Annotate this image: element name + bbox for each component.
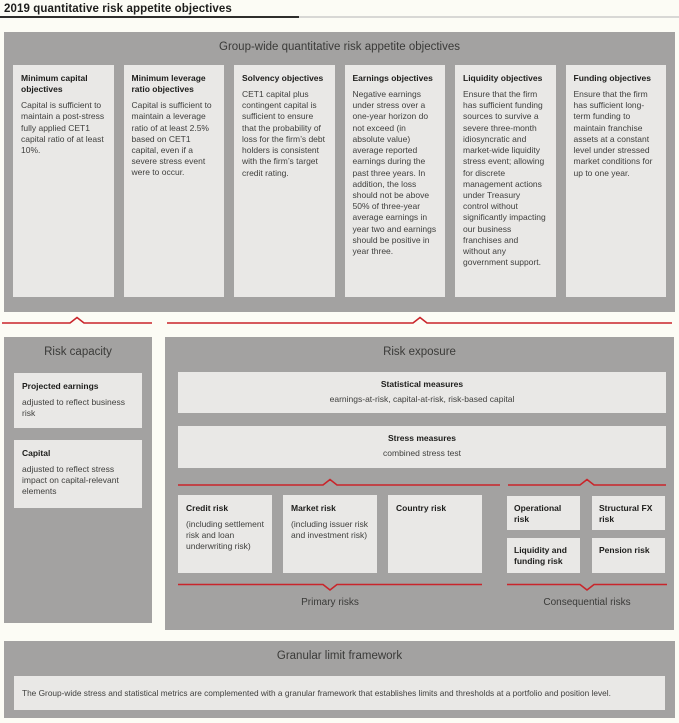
risk-capacity-panel xyxy=(4,337,152,623)
objective-card-body: Ensure that the firm has sufficient funding sources to survive a severe three-month idiosyncratic and market-wide liquidity stress event; allowing for discrete management actions under Treasury control without significantly impacting our business franchises and without any government support. xyxy=(463,89,546,268)
risk-card-title: Structural FX risk xyxy=(599,503,653,525)
measure-body: combined stress test xyxy=(383,448,461,458)
granular-limit-title: Granular limit framework xyxy=(276,650,403,662)
brace-stress-to-risks xyxy=(178,478,666,487)
risk-card-title: Operational risk xyxy=(514,503,562,525)
brace-risk-exposure xyxy=(167,316,672,325)
risk-card-title: Credit risk xyxy=(186,503,229,513)
objective-card-title: Minimum capital objectives xyxy=(21,73,88,95)
capacity-card-capital xyxy=(14,440,142,508)
objective-cards-row xyxy=(13,65,666,297)
objective-card-body: Ensure that the firm has sufficient long-term funding to maintain franchise assets at a constant level under stressed market conditions for up to one year. xyxy=(573,89,653,178)
risk-card-pension xyxy=(592,538,665,573)
objective-card-title: Minimum leverage ratio objectives xyxy=(131,73,206,95)
objective-card-funding xyxy=(566,65,667,297)
capacity-card-projected-earnings xyxy=(14,373,142,428)
objective-card-title: Liquidity objectives xyxy=(463,73,543,83)
consequential-risks-label: Consequential risks xyxy=(543,597,631,608)
page-title: 2019 quantitative risk appetite objectives xyxy=(4,3,232,15)
objective-card-title: Solvency objectives xyxy=(242,73,324,83)
objective-card-minimum-leverage xyxy=(124,65,225,297)
title-rule xyxy=(0,16,679,18)
risk-card-title: Liquidity and funding risk xyxy=(514,545,567,567)
group-objectives-panel xyxy=(4,32,675,312)
objective-card-body: CET1 capital plus contingent capital is sufficient to ensure that the probability of loss for the firm’s debt holders is consistent with the firm’s target credit rating. xyxy=(242,89,325,178)
objective-card-liquidity xyxy=(455,65,556,297)
capacity-card-title: Capital xyxy=(22,448,51,458)
primary-risk-cards xyxy=(178,495,482,573)
risk-card-liquidity-funding xyxy=(507,538,580,573)
objective-card-title: Funding objectives xyxy=(573,73,651,83)
measure-body: earnings-at-risk, capital-at-risk, risk-based capital xyxy=(329,394,515,404)
risk-card-body: (including issuer risk and investment risk) xyxy=(291,519,368,541)
risk-card-structural-fx xyxy=(592,496,665,530)
statistical-measures-banner xyxy=(178,372,666,413)
objective-card-body: Negative earnings under stress over a one-year horizon do not exceed (in absolute value) average reported earnings during the past three years. In addition, the loss should not be above 50% of three-year average earnings in year two and earnings should be positive in year three. xyxy=(352,89,437,257)
risk-capacity-title: Risk capacity xyxy=(44,346,112,358)
objective-card-body: Capital is sufficient to maintain a leverage ratio of at least 2.5% based on CET1 capital, even if a severe stress event were to occur. xyxy=(131,100,212,178)
objective-card-earnings xyxy=(345,65,446,297)
risk-card-credit xyxy=(178,495,272,573)
risk-card-market xyxy=(283,495,377,573)
objective-card-solvency xyxy=(234,65,335,297)
risk-card-title: Pension risk xyxy=(599,545,650,555)
objective-card-minimum-capital xyxy=(13,65,114,297)
objective-card-title: Earnings objectives xyxy=(352,73,433,83)
granular-limit-panel xyxy=(4,641,675,718)
group-objectives-title: Group-wide quantitative risk appetite objectives xyxy=(219,41,460,53)
risk-card-body: (including settlement risk and loan underwriting risk) xyxy=(186,519,264,552)
brace-risk-capacity xyxy=(2,316,152,325)
capacity-card-body: adjusted to reflect stress impact on capital-relevant elements xyxy=(22,464,119,497)
stress-measures-banner xyxy=(178,426,666,468)
risk-card-title: Market risk xyxy=(291,503,336,513)
risk-exposure-panel xyxy=(165,337,674,630)
granular-limit-body: The Group-wide stress and statistical metrics are complemented with a granular framework that establishes limits and thresholds at a portfolio and position level. xyxy=(14,676,665,710)
measure-title: Stress measures xyxy=(387,433,457,443)
risk-card-title: Country risk xyxy=(396,503,447,513)
capacity-card-body: adjusted to reflect business risk xyxy=(22,397,126,419)
brace-consequential-risks xyxy=(507,583,667,592)
risk-card-country xyxy=(388,495,482,573)
risk-exposure-title: Risk exposure xyxy=(383,346,456,358)
measure-title: Statistical measures xyxy=(380,379,464,389)
primary-risks-label: Primary risks xyxy=(301,597,359,608)
capacity-card-title: Projected earnings xyxy=(22,381,99,391)
objective-card-body: Capital is sufficient to maintain a post-stress fully applied CET1 capital ratio of at least 10%. xyxy=(21,100,105,155)
brace-primary-risks xyxy=(178,583,482,592)
risk-card-operational xyxy=(507,496,580,530)
